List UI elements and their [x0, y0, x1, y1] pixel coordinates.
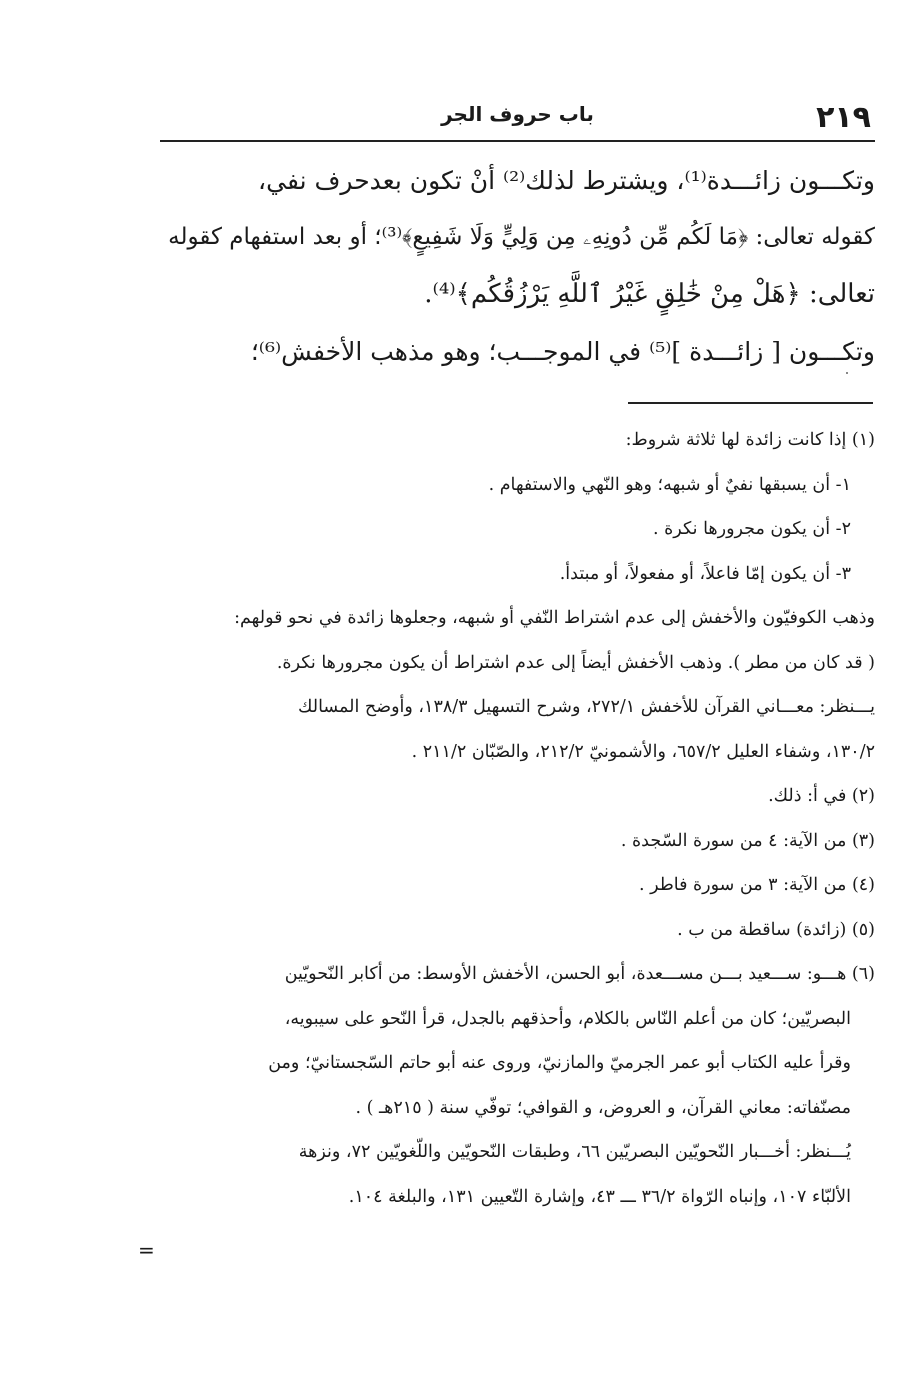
footnote-line: يـــنظر: معـــاني القرآن للأخفش ٢٧٢/١، وشرح التسهيل ١٣٨/٣، وأوضح المسالك	[298, 697, 875, 717]
footnote-line: البصريّين؛ كان من أعلم النّاس بالكلام، وأحذقهم بالجدل، قرأ النّحو على سيبويه،	[284, 1008, 851, 1029]
footnotes	[160, 418, 875, 1219]
footnote-separator	[628, 402, 873, 404]
running-title: باب حروف الجر	[441, 102, 594, 126]
footnote-line: الألبّاء ١٠٧، وإنباه الرّواة ٣٦/٢ ـــ ٤٣، وإشارة التّعيين ١٣١، والبلغة ١٠٤.	[348, 1186, 851, 1207]
footnote-line: ٢- أن يكون مجرورها نكرة .	[653, 519, 851, 539]
edge-mark: =	[138, 1238, 155, 1262]
footnote-line: ( قد كان من مطر ). وذهب الأخفش أيضاً إلى عدم اشتراط أن يكون مجرورها نكرة.	[276, 652, 875, 673]
main-text-line: وتكـــون [ زائـــدة ]⁽⁵⁾ في الموجـــب؛ وهو مذهب الأخفش⁽⁶⁾؛	[250, 337, 875, 366]
main-text	[160, 152, 875, 380]
footnote-line: (١) إذا كانت زائدة لها ثلاثة شروط:	[625, 430, 875, 450]
footnote-line: ٣- أن يكون إمّا فاعلاً، أو مفعولاً، أو مبتدأ.	[559, 563, 851, 584]
footnote-line: ١٣٠/٢، وشفاء العليل ٦٥٧/٢، والأشمونيّ ٢١٢/٢، والصّبّان ٢١١/٢ .	[411, 741, 875, 762]
speck	[846, 372, 848, 374]
footnote-line: (٤) من الآية: ٣ من سورة فاطر .	[639, 875, 875, 895]
footnote-line: يُـــنظر: أخـــبار النّحويّين البصريّين ٦٦، وطبقات النّحويّين واللّغويّين ٧٢، ونزهة	[298, 1142, 851, 1162]
footnote-line: ١- أن يسبقها نفيٌ أو شبهه؛ وهو النّهي والاستفهام .	[488, 474, 851, 495]
main-text-line: كقوله تعالى: ﴿مَا لَكُم مِّن دُونِهِۦ مِن وَلِيٍّ وَلَا شَفِيعٍ﴾⁽³⁾؛ أو بعد استفهام كقوله	[168, 224, 875, 250]
footnote-line: (٥) (زائدة) ساقطة من ب .	[677, 919, 875, 940]
footnote-line: مصنّفاته: معاني القرآن، و العروض، و القوافي؛ توفّي سنة ( ٢١٥هـ ) .	[355, 1097, 851, 1118]
page-number: ٢١٩	[816, 100, 871, 135]
page-header	[160, 100, 875, 142]
footnote-line: وقرأ عليه الكتاب أبو عمر الجرميّ والمازنيّ، وروى عنه أبو حاتم السّجستانيّ؛ ومن	[268, 1053, 851, 1073]
footnote-line: (٣) من الآية: ٤ من سورة السّجدة .	[620, 830, 875, 851]
footnote-line: (٢) في أ: ذلك.	[768, 786, 875, 806]
main-text-line: وتكـــون زائـــدة⁽¹⁾، ويشترط لذلك⁽²⁾ أنْ تكون بعدحرف نفي،	[258, 166, 875, 195]
main-text-line: تعالى: ﴿هَلْ مِنْ خَٰلِقٍ غَيْرُ ٱللَّهِ يَرْزُقُكُم﴾⁽⁴⁾.	[424, 279, 875, 309]
footnote-line: وذهب الكوفيّون والأخفش إلى عدم اشتراط النّفي أو شبهه، وجعلوها زائدة في نحو قولهم:	[234, 608, 875, 628]
footnote-line: (٦) هـــو: ســـعيد بـــن مســـعدة، أبو الحسن، الأخفش الأوسط: من أكابر النّحويّين	[284, 964, 875, 984]
